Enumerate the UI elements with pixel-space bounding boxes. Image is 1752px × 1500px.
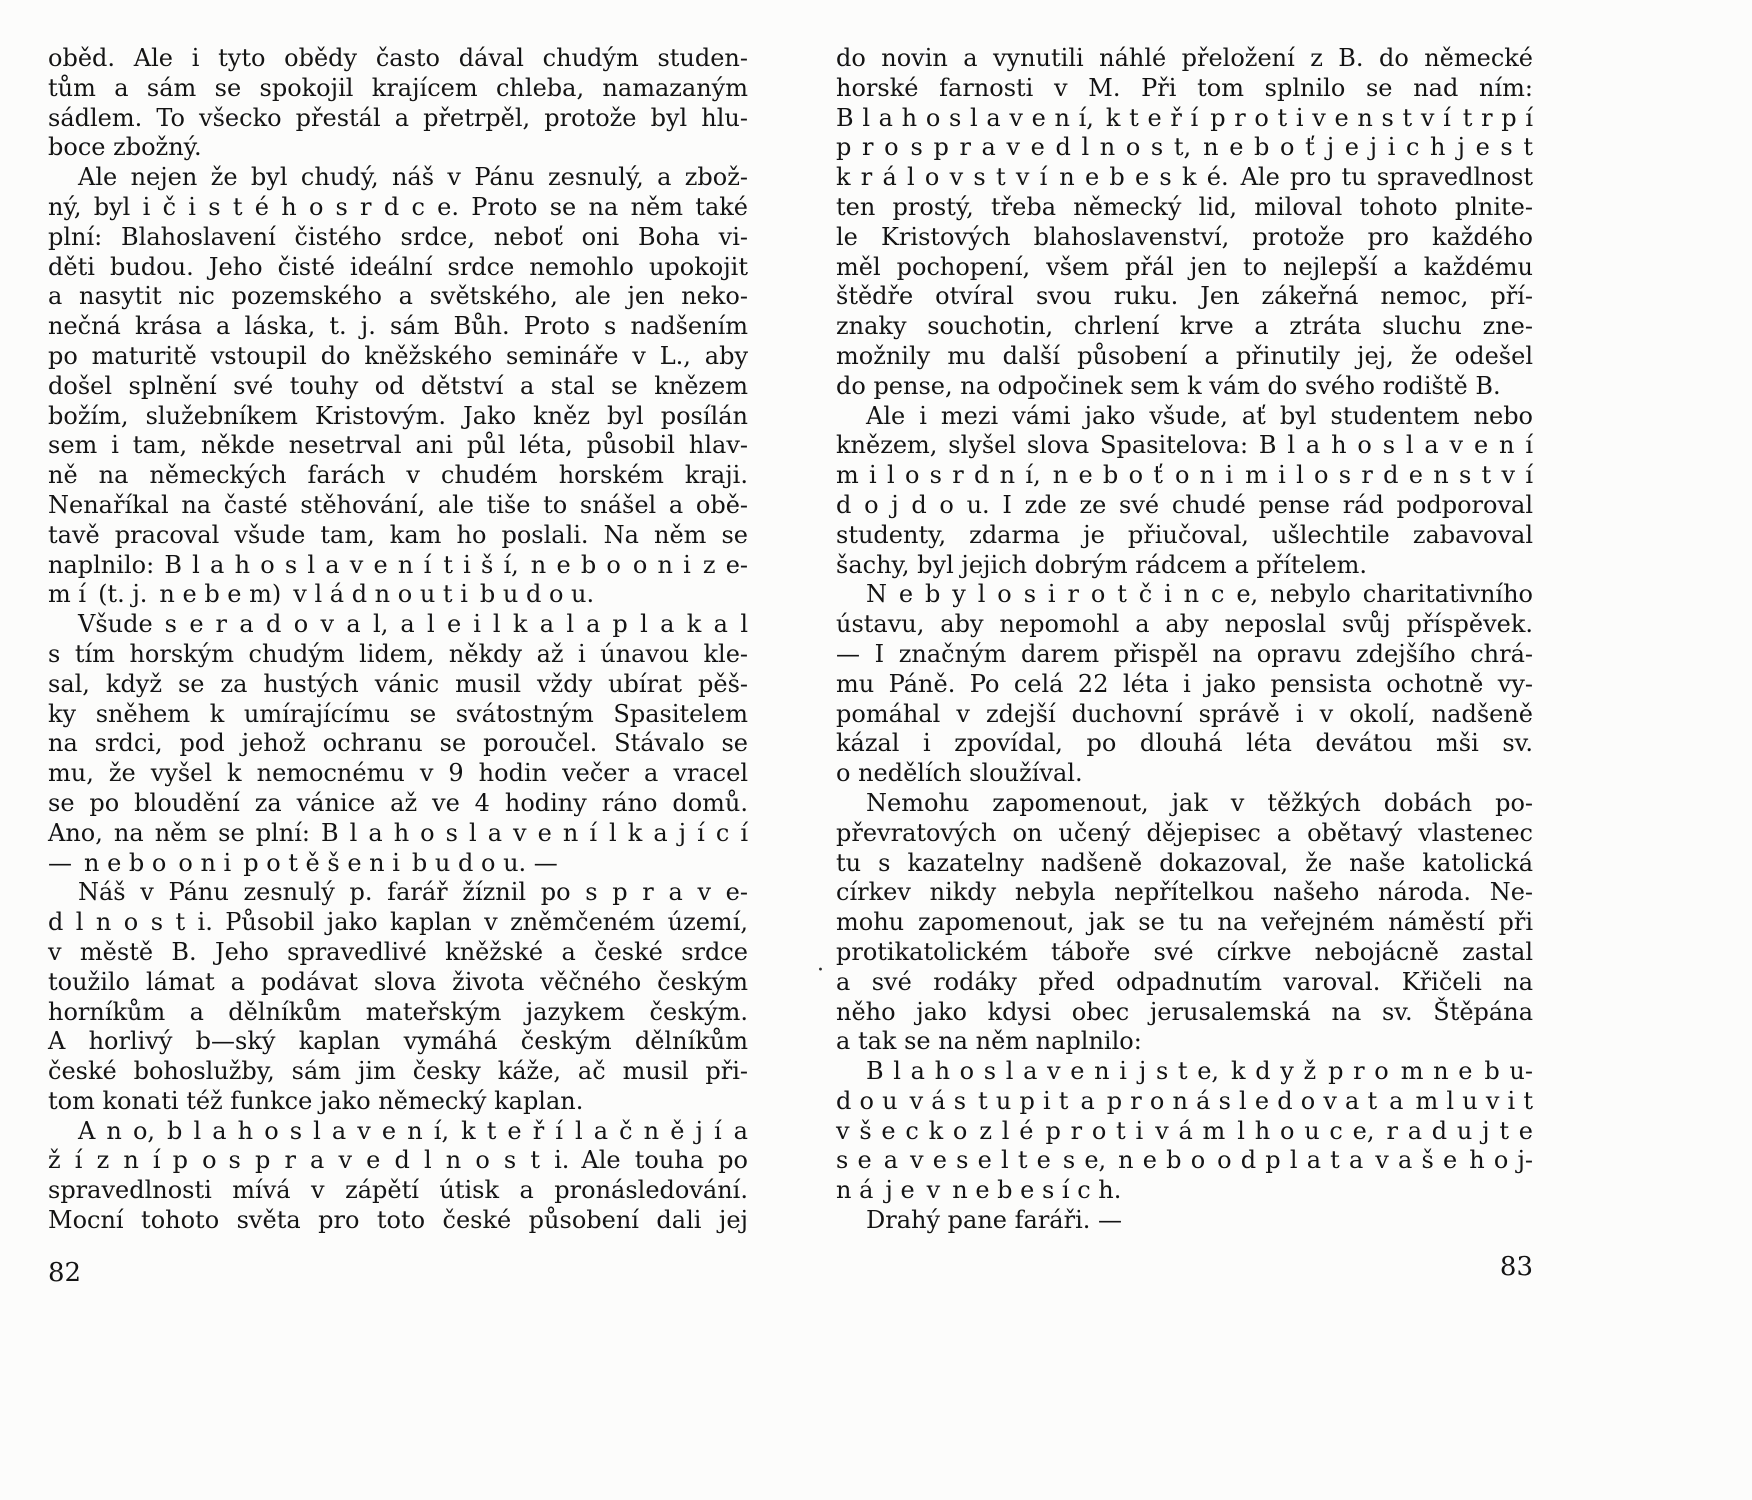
text-line: Ale nejen že byl chudý, náš v Pánu zesnulý, a zbož- [78, 163, 748, 192]
text-line: le Kristových blahoslavenství, protože pro každého [836, 222, 1533, 251]
text-line: Drahý pane faráři. — [866, 1206, 1123, 1235]
page-number-83: 83 [1499, 1252, 1533, 1282]
text-line: naplnilo: B l a h o s l a v e n í t i š í, n e b o o n i z e- [48, 550, 748, 579]
page-number-82: 82 [48, 1258, 82, 1288]
text-line: N e b y l o s i r o t č i n c e, nebylo charitativního [866, 580, 1533, 609]
text-line: do novin a vynutili náhlé přeložení z B. do německé [836, 44, 1533, 72]
text-line: šachy, byl jejich dobrým rádcem a přítelem. [836, 550, 1367, 579]
text-line: a své rodáky před odpadnutím varoval. Křičeli na [836, 967, 1533, 996]
text-line: oběd. Ale i tyto obědy často dával chudým studen- [48, 44, 748, 72]
text-line: tu s kazatelny nadšeně dokazoval, že naše katolická [836, 848, 1533, 877]
text-line: ky sněhem k umírajícímu se svátostným Spasitelem [48, 699, 748, 728]
text-line: tom konati též funkce jako německý kaplan. [48, 1086, 584, 1115]
text-line: d o j d o u. I zde ze své chudé pense rád podporoval [836, 490, 1533, 519]
text-line: Náš v Pánu zesnulý p. farář žíznil po s p r a v e- [78, 878, 748, 907]
text-line: B l a h o s l a v e n i j s t e, k d y ž p r o m n e b u- [866, 1057, 1533, 1086]
text-line: v š e c k o z l é p r o t i v á m l h o u c e, r a d u j t e [836, 1116, 1533, 1145]
text-line: české bohoslužby, sám jim česky káže, ač musil při- [48, 1057, 748, 1086]
text-line: d o u v á s t u p i t a p r o n á s l e d o v a t a m l u v i t [836, 1086, 1533, 1115]
text-line: po maturitě vstoupil do kněžského semináře v L., aby [48, 341, 748, 370]
text-line: spravedlnosti mívá v zápětí útisk a pronásledování. [48, 1176, 748, 1205]
text-line: nečná krása a láska, t. j. sám Bůh. Proto s nadšením [48, 312, 748, 341]
text-line: církev nikdy nebyla nepřítelkou našeho národa. Ne- [836, 878, 1533, 907]
text-line: Všude s e r a d o v a l, a l e i l k a l a p l a k a l [78, 610, 748, 639]
text-line: n á j e v n e b e s í c h. [836, 1176, 1122, 1205]
text-line: něho jako kdysi obec jerusalemská na sv. Štěpána [836, 997, 1533, 1026]
text-line: toužilo lámat a podávat slova života věčného českým [48, 967, 748, 996]
text-line: měl pochopení, všem přál jen to nejlepší a každému [836, 252, 1533, 281]
text-line: A n o, b l a h o s l a v e n í, k t e ř í l a č n ě j í a [78, 1116, 748, 1145]
text-line: a nasytit nic pozemského a světského, ale jen neko- [48, 282, 748, 311]
text-line: mohu zapomenout, jak se tu na veřejném náměstí při [836, 908, 1533, 937]
text-line: mu, že vyšel k nemocnému v 9 hodin večer a vracel [48, 759, 748, 788]
text-line: horské farnosti v M. Při tom splnilo se nad ním: [836, 73, 1533, 102]
text-line: a tak se na něm naplnilo: [836, 1027, 1142, 1056]
text-line: — I značným darem přispěl na opravu zdejšího chrá- [836, 639, 1533, 668]
text-line: Ano, na něm se plní: B l a h o s l a v e n í l k a j í c í [48, 818, 748, 847]
page-82-text-column [48, 44, 748, 1236]
text-line: pomáhal v zdejší duchovní správě i v okolí, nadšeně [836, 699, 1533, 728]
text-line: horníkům a dělníkům mateřským jazykem českým. [48, 997, 748, 1026]
text-line: kázal i zpovídal, po dlouhá léta devátou mši sv. [836, 729, 1533, 758]
text-line: ně na německých farách v chudém horském kraji. [48, 461, 748, 490]
text-line: s tím horským chudým lidem, někdy až i únavou kle- [48, 639, 748, 668]
text-line: m í (t. j. n e b e m) v l á d n o u t i b u d o u. [48, 580, 595, 609]
text-line: sádlem. To všecko přestál a přetrpěl, protože byl hlu- [48, 103, 748, 132]
text-line: božím, služebníkem Kristovým. Jako kněz byl posílán [48, 401, 748, 430]
text-line: B l a h o s l a v e n í, k t e ř í p r o t i v e n s t v í t r p í [836, 103, 1533, 132]
text-line: — n e b o o n i p o t ě š e n i b u d o u. — [48, 848, 558, 877]
text-line: tavě pracoval všude tam, kam ho poslali. Na něm se [48, 520, 748, 549]
text-line: protikatolickém táboře své církve nebojácně zastal [836, 937, 1533, 966]
text-line: boce zbožný. [48, 133, 202, 162]
text-line: studenty, zdarma je přiučoval, ušlechtile zabavoval [836, 520, 1533, 549]
text-line: v městě B. Jeho spravedlivé kněžské a české srdce [48, 937, 748, 966]
text-line: ž í z n í p o s p r a v e d l n o s t i. Ale touha po [48, 1146, 748, 1175]
text-line: se po bloudění za vánice až ve 4 hodiny ráno domů. [48, 788, 748, 817]
text-line: sal, když se za hustých vánic musil vždy ubírat pěš- [48, 669, 748, 698]
text-line: Nenaříkal na časté stěhování, ale tiše to snášel a obě- [48, 490, 748, 519]
text-line: A horlivý b—ský kaplan vymáhá českým dělníkům [48, 1027, 748, 1056]
text-line: ten prostý, třeba německý lid, miloval tohoto plnite- [836, 192, 1533, 221]
text-line: Mocní tohoto světa pro toto české působení dali jej [48, 1206, 748, 1235]
text-line: došel splnění své touhy od dětství a stal se knězem [48, 371, 748, 400]
text-line: k r á l o v s t v í n e b e s k é. Ale pro tu spravedlnost [836, 163, 1533, 192]
page-83-text-column [836, 44, 1533, 1236]
text-line: Ale i mezi vámi jako všude, ať byl studentem nebo [866, 401, 1533, 430]
text-line: mu Páně. Po celá 22 léta i jako pensista ochotně vy- [836, 669, 1533, 698]
print-artifact-dot: · [817, 958, 824, 983]
text-line: tům a sám se spokojil krajícem chleba, namazaným [48, 73, 748, 102]
text-line: možnily mu další působení a přinutily jej, že odešel [836, 341, 1533, 370]
text-line: p r o s p r a v e d l n o s t, n e b o ť j e j i c h j e s t [836, 133, 1533, 162]
text-line: o nedělích sloužíval. [836, 759, 1083, 788]
text-line: do pense, na odpočinek sem k vám do svého rodiště B. [836, 371, 1501, 400]
text-line: převratových on učený dějepisec a obětavý vlastenec [836, 818, 1533, 847]
text-line: na srdci, pod jehož ochranu se poroučel. Stávalo se [48, 729, 748, 758]
text-line: ústavu, aby nepomohl a aby neposlal svůj příspěvek. [836, 610, 1533, 639]
text-line: znaky souchotin, chrlení krve a ztráta sluchu zne- [836, 312, 1533, 341]
text-line: štědře otvíral svou ruku. Jen zákeřná nemoc, pří- [836, 282, 1533, 311]
text-line: Nemohu zapomenout, jak v těžkých dobách po- [866, 788, 1533, 817]
text-line: děti budou. Jeho čisté ideální srdce nemohlo upokojit [48, 252, 748, 281]
text-line: ný, byl i č i s t é h o s r d c e. Proto se na něm také [48, 192, 748, 221]
text-line: knězem, slyšel slova Spasitelova: B l a h o s l a v e n í [836, 431, 1533, 460]
text-line: m i l o s r d n í, n e b o ť o n i m i l o s r d e n s t v í [836, 461, 1533, 490]
text-line: plní: Blahoslavení čistého srdce, neboť oni Boha vi- [48, 222, 748, 251]
text-line: d l n o s t i. Působil jako kaplan v zněmčeném území, [48, 908, 748, 937]
text-line: s e a v e s e l t e s e, n e b o o d p l a t a v a š e h o j- [836, 1146, 1533, 1175]
text-line: sem i tam, někde nesetrval ani půl léta, působil hlav- [48, 431, 748, 460]
